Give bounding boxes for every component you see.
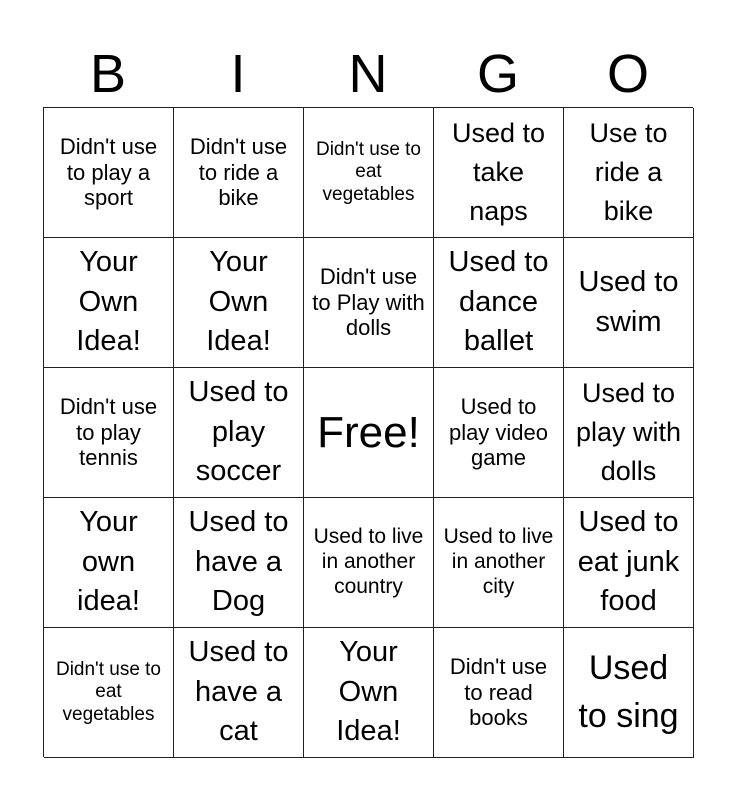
bingo-cell[interactable] [564,238,694,368]
bingo-cell[interactable] [564,108,694,238]
bingo-cell[interactable] [44,368,174,498]
bingo-cell[interactable] [564,628,694,758]
bingo-cell[interactable] [44,498,174,628]
bingo-cell[interactable] [304,108,434,238]
header-letter-o: O [606,44,649,104]
header-letter-g: G [476,44,519,104]
bingo-cell[interactable] [564,368,694,498]
bingo-cell[interactable] [44,238,174,368]
cell-text: Your Own Idea! [76,246,141,358]
bingo-cell[interactable] [304,628,434,758]
cell-text: Used to swim [578,266,679,338]
cell-text: Used to play soccer [188,376,289,488]
bingo-cell[interactable] [564,498,694,628]
cell-text: Used to take naps [451,117,546,227]
bingo-cell[interactable] [304,238,434,368]
header-letter-b: B [89,44,127,104]
cell-text: Used to live in another country [313,525,424,598]
cell-text: Didn't use to play a sport [59,133,158,211]
bingo-cell[interactable] [434,238,564,368]
cell-text: Used to live in another city [443,525,554,598]
cell-text: Used to have a cat [188,636,289,748]
bingo-cell[interactable] [174,628,304,758]
free-space-text: Free! [317,407,420,457]
cell-text: Didn't use to ride a bike [189,133,288,211]
bingo-cell[interactable] [174,108,304,238]
bingo-cell[interactable] [44,108,174,238]
header-letter-i: I [230,44,246,104]
cell-text: Didn't use to eat vegetables [315,138,422,205]
bingo-cell[interactable] [174,368,304,498]
cell-text: Your Own Idea! [336,636,401,748]
cell-text: Didn't use to eat vegetables [55,658,162,725]
bingo-cell[interactable] [44,628,174,758]
bingo-cell[interactable] [434,628,564,758]
header-letter-n: N [348,44,388,104]
bingo-cell[interactable] [174,498,304,628]
cell-text: Didn't use to play tennis [59,393,158,471]
bingo-card-grid [43,107,693,757]
cell-text: Didn't use to Play with dolls [312,263,425,341]
cell-text: Used to eat junk food [577,506,680,618]
cell-text: Used to play video game [448,393,549,471]
bingo-header [43,40,693,108]
cell-text: Used to dance ballet [448,246,549,358]
bingo-cell[interactable] [304,498,434,628]
cell-text: Use to ride a bike [589,117,668,227]
free-space-cell[interactable] [304,368,434,498]
bingo-cell[interactable] [434,368,564,498]
cell-text: Your Own Idea! [206,246,271,358]
bingo-cell[interactable] [174,238,304,368]
bingo-cell[interactable] [434,108,564,238]
bingo-cell[interactable] [434,498,564,628]
cell-text: Your own idea! [77,506,140,618]
cell-text: Used to have a Dog [188,506,289,618]
cell-text: Didn't use to read books [449,653,548,731]
cell-text: Used to play with dolls [575,377,682,487]
cell-text: Used to sing [578,648,679,735]
